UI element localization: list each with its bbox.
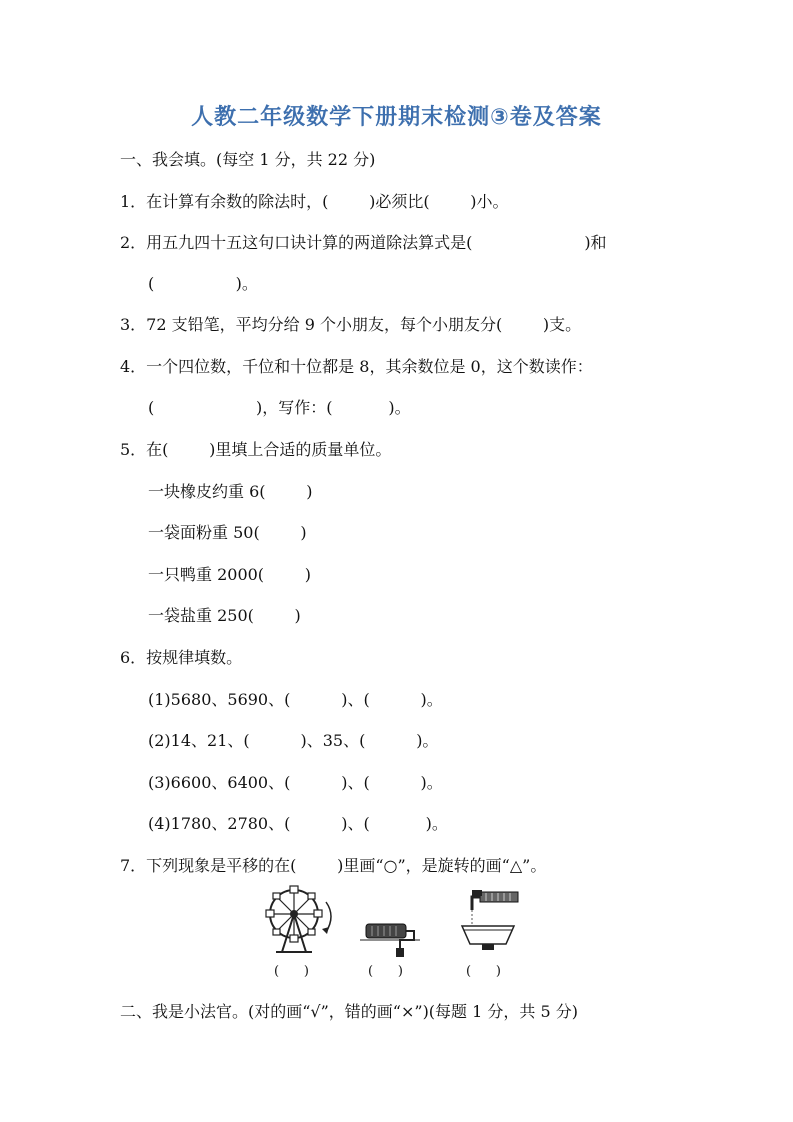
question-4: 4．一个四位数，千位和十位都是 8，其余数位是 0，这个数读作：: [120, 357, 593, 376]
section-1-heading: 一、我会填。(每空 1 分，共 22 分): [120, 150, 376, 169]
question-5-item-4: 一袋盐重 250( ): [148, 606, 301, 625]
figure-blank-3: ( ): [466, 964, 501, 979]
question-5-item-3: 一只鸭重 2000( ): [148, 565, 311, 584]
ferris-wheel-icon: [262, 884, 342, 956]
faucet-icon: [460, 888, 524, 954]
question-6-item-1: (1)5680、5690、( )、( )。: [148, 690, 443, 709]
question-2: 2．用五九四十五这句口诀计算的两道除法算式是( )和: [120, 233, 607, 252]
section-2-heading: 二、我是小法官。(对的画“√”，错的画“×”)(每题 1 分，共 5 分): [120, 1002, 578, 1021]
figure-blank-2: ( ): [368, 964, 403, 979]
question-6-item-2: (2)14、21、( )、35、( )。: [148, 731, 439, 750]
figure-blank-1: ( ): [274, 964, 309, 979]
page-title: 人教二年级数学下册期末检测③卷及答案: [191, 105, 602, 130]
question-3: 3．72 支铅笔，平均分给 9 个小朋友，每个小朋友分( )支。: [120, 315, 582, 334]
question-4-continued: ( )，写作：( )。: [148, 398, 411, 417]
question-6-item-3: (3)6600、6400、( )、( )。: [148, 773, 443, 792]
paint-roller-icon: [360, 918, 424, 958]
question-6-item-4: (4)1780、2780、( )、( )。: [148, 814, 448, 833]
question-1: 1．在计算有余数的除法时，( )必须比( )小。: [120, 192, 509, 211]
question-5-item-2: 一袋面粉重 50( ): [148, 523, 307, 542]
question-5-item-1: 一块橡皮约重 6( ): [148, 482, 313, 501]
question-7: 7．下列现象是平移的在( )里画“○”，是旋转的画“△”。: [120, 856, 547, 875]
question-6: 6．按规律填数。: [120, 648, 243, 667]
question-7-figures: [262, 884, 522, 984]
question-5: 5．在( )里填上合适的质量单位。: [120, 440, 392, 459]
question-2-continued: ( )。: [148, 274, 258, 293]
